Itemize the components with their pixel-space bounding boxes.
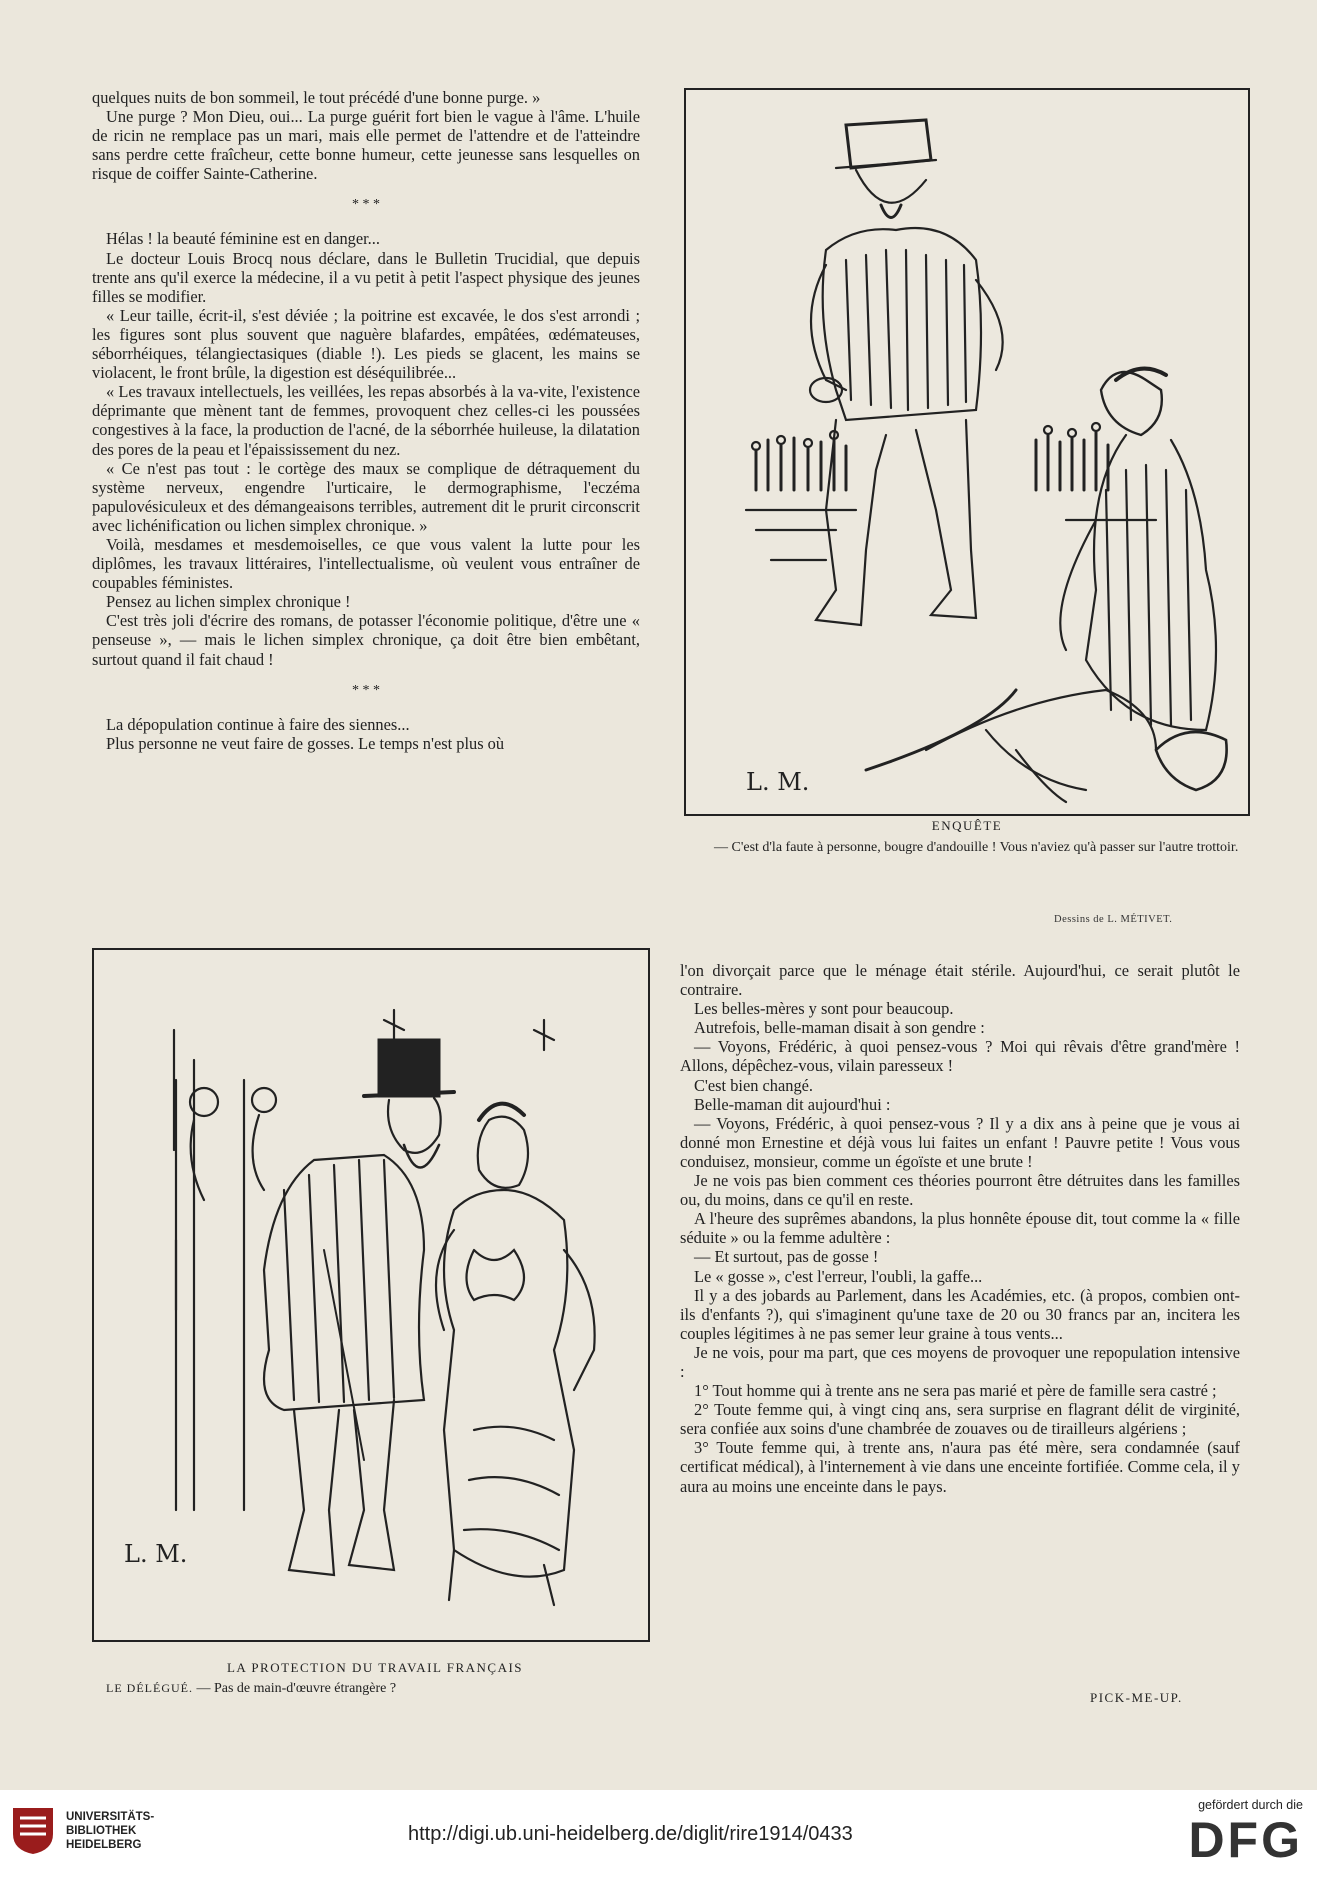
- left-column-text: [92, 88, 640, 753]
- speaker-label: LE DÉLÉGUÉ.: [106, 1681, 193, 1695]
- digitization-footer: [0, 1790, 1317, 1887]
- section-separator: * * *: [352, 197, 380, 213]
- paragraph: Hélas ! la beauté féminine est en danger...: [106, 229, 380, 249]
- paragraph: — Et surtout, pas de gosse !: [694, 1247, 879, 1267]
- paragraph: Pensez au lichen simplex chronique !: [106, 592, 351, 612]
- paragraph: 2° Toute femme qui, à vingt cinq ans, sera surprise en flagrant délit de virginité, sera confiée aux soins d'une chambrée de zouaves ou de tirailleurs algériens ;: [680, 1400, 1240, 1439]
- paragraph: Une purge ? Mon Dieu, oui... La purge guérit fort bien le vague à l'âme. L'huile de ricin ne remplace pas un mari, mais elle permet de l'attendre et de l'atteindre sans perdre cette fraîcheur, cette bonne humeur, cette jeunesse sans lesquelles on risque de coiffer Sainte-Catherine.: [92, 107, 640, 184]
- paragraph: La dépopulation continue à faire des siennes...: [106, 714, 410, 734]
- caption-line: [92, 1680, 658, 1697]
- cartoon-enquete: [684, 88, 1250, 816]
- sponsor-label: gefördert durch die: [1198, 1798, 1303, 1812]
- signature: L. M.: [124, 1540, 188, 1568]
- paragraph: « Les travaux intellectuels, les veillées, les repas absorbés à la va-vite, l'existence déprimante que mènent tant de femmes, provoquent chez celles-ci les poussées congestives à la face, la production de l'acné, de la séborrhée huileuse, la dilatation des pores de la peau et l'épaississement du nez.: [92, 382, 640, 459]
- paragraph: « Leur taille, écrit-il, s'est déviée ; la poitrine est excavée, le dos s'est arrondi ; les figures sont plus souvent que naguère blafardes, empâtées, œdémateuses, séborrhéiques, télangiectasiques (diable !). Les pieds se glacent, les mains se violacent, le front brûle, la digestion est déséquilibrée...: [92, 305, 640, 383]
- paragraph: l'on divorçait parce que le ménage était stérile. Aujourd'hui, ce serait plutôt le contraire.: [680, 961, 1240, 1000]
- cartoon-protection: [92, 948, 650, 1642]
- paragraph: quelques nuits de bon sommeil, le tout précédé d'une bonne purge. »: [92, 88, 541, 107]
- illustration-credit: Dessins de L. MÉTIVET.: [1054, 914, 1173, 925]
- institution-name: [66, 1810, 154, 1852]
- caption-text: — C'est d'la faute à personne, bougre d'andouille ! Vous n'aviez qu'à passer sur l'autre trottoir.: [714, 840, 1239, 855]
- paragraph: C'est très joli d'écrire des romans, de potasser l'économie politique, d'être une « penseuse », — mais le lichen simplex chronique, ça doit être bien embêtant, surtout quand il fait chaud !: [92, 611, 640, 669]
- dfg-logo[interactable]: DFG: [1188, 1812, 1303, 1868]
- cartoon-illustration: [686, 90, 1248, 814]
- signature: L. M.: [746, 768, 810, 796]
- paragraph: C'est bien changé.: [694, 1075, 814, 1095]
- caption-title: LA PROTECTION DU TRAVAIL FRANÇAIS: [226, 1660, 524, 1675]
- caption-title: ENQUÊTE: [931, 818, 1003, 833]
- cartoon-illustration: [94, 950, 648, 1640]
- sponsor-block: [1153, 1798, 1303, 1866]
- paragraph: Le docteur Louis Brocq nous déclare, dans le Bulletin Trucidial, que depuis trente ans qu'il exerce la médecine, il a vu petit à petit l'aspect physique des jeunes filles se modifier.: [92, 248, 640, 306]
- paragraph: 3° Toute femme qui, à trente ans, n'aura pas été mère, sera condamnée (sauf certificat médical), à l'internement à vie dans une enceinte fortifiée. Comme cela, il y aura au moins une enceinte dans le pays.: [680, 1438, 1240, 1496]
- library-seal-icon: [8, 1804, 58, 1856]
- paragraph: Plus personne ne veut faire de gosses. Le temps n'est plus où: [106, 733, 505, 753]
- university-library-logo[interactable]: [8, 1800, 178, 1876]
- paragraph: « Ce n'est pas tout : le cortège des maux se complique de détraquement du système nerveux, engendre l'urticaire, le dermographisme, l'eczéma papulovésiculeux et des démangeaisons terribles, autrement dit le prurit circonscrit avec lichénification ou lichen simplex chronique. »: [92, 458, 640, 535]
- institution-line: BIBLIOTHEK: [66, 1825, 137, 1837]
- paragraph: Le « gosse », c'est l'erreur, l'oubli, la gaffe...: [694, 1266, 983, 1286]
- right-column-text: [680, 961, 1240, 1496]
- caption-protection: [92, 1660, 658, 1697]
- paragraph: Il y a des jobards au Parlement, dans les Académies, etc. (à propos, combien ont-ils d'enfants ?), qui s'imaginent qu'une taxe de 20 ou 30 francs par an, incitera les couples légitimes à ne pas semer leur graine à tous vents...: [680, 1285, 1240, 1343]
- paragraph: Voilà, mesdames et mesdemoiselles, ce que vous valent la lutte pour les diplômes, les travaux littéraires, l'intellectualisme, où veulent vous entraîner de coupables féministes.: [92, 534, 640, 593]
- paragraph: Autrefois, belle-maman disait à son gendre :: [694, 1018, 985, 1038]
- institution-line: UNIVERSITÄTS-: [66, 1811, 155, 1823]
- article-signoff: PICK-ME-UP.: [1090, 1690, 1183, 1705]
- paragraph: A l'heure des suprêmes abandons, la plus honnête épouse dit, tout comme la « fille séduite » ou la femme adultère :: [680, 1209, 1240, 1248]
- paragraph: Belle-maman dit aujourd'hui :: [694, 1094, 891, 1114]
- permalink-url[interactable]: http://digi.ub.uni-heidelberg.de/diglit/rire1914/0433: [408, 1823, 853, 1845]
- paragraph: Je ne vois pas bien comment ces théories pourront être détruites dans les familles ou, du moins, dans ce qu'il en reste.: [680, 1171, 1240, 1210]
- paragraph: — Voyons, Frédéric, à quoi pensez-vous ? Moi qui rêvais d'être grand'mère ! Allons, dépêchez-vous, vilain paresseux !: [680, 1037, 1240, 1076]
- paragraph: Les belles-mères y sont pour beaucoup.: [694, 999, 954, 1019]
- paragraph: — Voyons, Frédéric, à quoi pensez-vous ? Il y a dix ans à peine que je vous ai donné mon Ernestine et déjà vous lui faites un enfant ! Pauvre petite ! Vous vous conduisez, monsieur, comme un égoïste et une brute !: [680, 1113, 1240, 1171]
- institution-line: HEIDELBERG: [66, 1839, 142, 1851]
- paragraph: 1° Tout homme qui à trente ans ne sera pas marié et père de famille sera castré ;: [694, 1381, 1217, 1401]
- paragraph: Je ne vois, pour ma part, que ces moyens de provoquer une repopulation intensive :: [680, 1342, 1240, 1381]
- section-separator: * * *: [352, 682, 380, 698]
- caption-text: — Pas de main-d'œuvre étrangère ?: [196, 1681, 397, 1696]
- caption-enquete: [684, 818, 1250, 856]
